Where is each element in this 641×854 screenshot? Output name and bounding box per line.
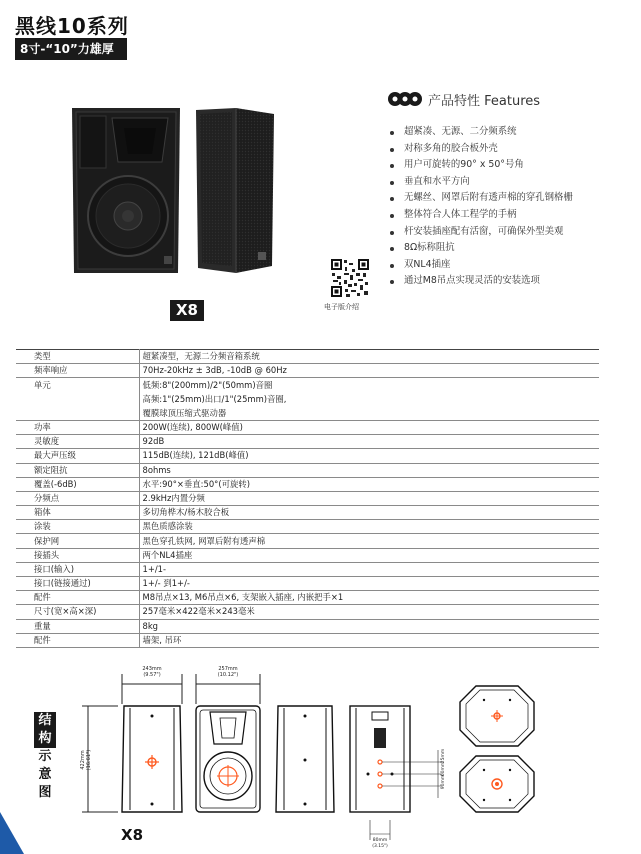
spec-label: 涂装 xyxy=(16,520,139,534)
spec-label xyxy=(16,406,139,420)
spec-label: 箱体 xyxy=(16,506,139,520)
spec-value: 覆膜球顶压缩式驱动器 xyxy=(139,406,599,420)
spec-value: 1+/1- xyxy=(139,562,599,576)
spec-row xyxy=(16,477,599,491)
spec-row xyxy=(16,392,599,406)
spec-label: 重量 xyxy=(16,619,139,633)
series-title: 黑线10系列 xyxy=(15,14,129,38)
dim-depth-inch: (10.12") xyxy=(217,672,239,678)
spec-row xyxy=(16,520,599,534)
spec-row xyxy=(16,548,599,562)
dim-base-label: 80mm xyxy=(372,838,388,843)
spec-row xyxy=(16,534,599,548)
spec-label: 额定阻抗 xyxy=(16,463,139,477)
structure-label xyxy=(34,712,56,802)
spec-row xyxy=(16,406,599,420)
spec-value: 8ohms xyxy=(139,463,599,477)
spec-value: 70Hz-20kHz ± 3dB, -10dB @ 60Hz xyxy=(139,364,599,378)
qr-caption: 电子版介绍 xyxy=(324,303,359,311)
structure-label-char: 意 xyxy=(38,767,52,782)
feature-item: 通过M8吊点实现灵活的安装选项 xyxy=(390,273,573,290)
feature-item: 双NL4插座 xyxy=(390,257,573,274)
spec-row xyxy=(16,577,599,591)
qr-code-icon[interactable] xyxy=(330,258,370,298)
feature-item: 整体符合人体工程学的手柄 xyxy=(390,207,573,224)
spec-label: 功率 xyxy=(16,420,139,434)
spec-row xyxy=(16,378,599,392)
bottom-view xyxy=(460,756,534,812)
feature-item: 超紧凑、无源、二分频系统 xyxy=(390,124,573,141)
dim-height-label: 422mm xyxy=(80,750,86,770)
spec-row xyxy=(16,562,599,576)
feature-item: 8Ω标称阻抗 xyxy=(390,240,573,257)
corner-decoration xyxy=(0,812,24,854)
speaker-front-photo xyxy=(72,108,180,273)
spec-value: 黑色穿孔铁网, 网罩后附有透声棉 xyxy=(139,534,599,548)
spec-value: 200W(连续), 800W(峰值) xyxy=(139,420,599,434)
dim-v1-label: 25mm xyxy=(441,748,446,764)
spec-label: 类型 xyxy=(16,350,139,364)
spec-label: 尺寸(宽×高×深) xyxy=(16,605,139,619)
spec-label: 单元 xyxy=(16,378,139,392)
spec-label: 灵敏度 xyxy=(16,435,139,449)
spec-label: 配件 xyxy=(16,591,139,605)
top-view xyxy=(460,686,534,746)
feature-item: 无螺丝、网罩后附有透声棉的穿孔钢格栅 xyxy=(390,190,573,207)
spec-label: 分频点 xyxy=(16,491,139,505)
spec-value: 2.9kHz内置分频 xyxy=(139,491,599,505)
spec-row xyxy=(16,420,599,434)
spec-value: 水平:90°×垂直:50°(可旋转) xyxy=(139,477,599,491)
spec-row xyxy=(16,350,599,364)
subtitle-badge: 8寸-“10”力雄厚 xyxy=(15,38,127,60)
feature-item: 用户可旋转的90° x 50°号角 xyxy=(390,157,573,174)
spec-value: 黑色质感涂装 xyxy=(139,520,599,534)
spec-row xyxy=(16,463,599,477)
spec-row xyxy=(16,619,599,633)
spec-value: M8吊点×13, M6吊点×6, 支架嵌入插座, 内嵌把手×1 xyxy=(139,591,599,605)
spec-label: 覆盖(-6dB) xyxy=(16,477,139,491)
features-title: 产品特性 Features xyxy=(428,94,541,109)
spec-value: 92dB xyxy=(139,435,599,449)
model-badge: X8 xyxy=(170,300,204,321)
structure-label-char: 示 xyxy=(38,749,52,764)
spec-row xyxy=(16,491,599,505)
front-view xyxy=(196,706,260,812)
spec-row xyxy=(16,633,599,647)
features-list xyxy=(390,124,573,290)
feature-item: 对称多角的胶合板外壳 xyxy=(390,141,573,158)
features-circles-icon xyxy=(388,91,422,107)
spec-value: 超紧凑型，无源二分频音箱系统 xyxy=(139,350,599,364)
spec-value: 257毫米×422毫米×243毫米 xyxy=(139,605,599,619)
spec-label: 接插头 xyxy=(16,548,139,562)
spec-label: 配件 xyxy=(16,633,139,647)
dim-width-label: 243mm xyxy=(142,666,162,672)
dim-base-inch: (3.15") xyxy=(372,844,388,849)
spec-value: 高频:1"(25mm)出口/1"(25mm)音圈, xyxy=(142,393,287,404)
spec-table xyxy=(16,349,599,648)
spec-row xyxy=(16,605,599,619)
spec-row xyxy=(16,449,599,463)
structure-diagram xyxy=(60,660,630,850)
feature-item: 垂直和水平方向 xyxy=(390,174,573,191)
diagram-model-label: X8 xyxy=(121,826,144,844)
spec-value: 8kg xyxy=(139,619,599,633)
spec-label: 接口(输入) xyxy=(16,562,139,576)
dim-v2-label: 60mm xyxy=(441,761,446,777)
spec-row xyxy=(16,364,599,378)
structure-label-char: 结 xyxy=(34,712,56,730)
dim-depth-label: 257mm xyxy=(218,666,238,672)
dim-width-inch: (9.57") xyxy=(143,672,161,678)
dim-v3-label: 90mm xyxy=(441,774,446,790)
spec-value: 115dB(连续), 121dB(峰值) xyxy=(139,449,599,463)
dim-height-inch: (16.61") xyxy=(86,749,92,771)
back-view xyxy=(122,706,182,812)
structure-label-char: 构 xyxy=(34,730,56,748)
spec-row xyxy=(16,591,599,605)
speaker-angled-photo xyxy=(196,108,274,273)
spec-value: 1+/- 到1+/- xyxy=(139,577,599,591)
spec-value: 低频:8"(200mm)/2"(50mm)音圈 xyxy=(142,379,273,390)
spec-row xyxy=(16,435,599,449)
spec-label: 频率响应 xyxy=(16,364,139,378)
spec-label: 最大声压级 xyxy=(16,449,139,463)
feature-item: 杆安装插座配有活窗，可确保外型美观 xyxy=(390,224,573,241)
spec-value: 两个NL4插座 xyxy=(139,548,599,562)
spec-row xyxy=(16,506,599,520)
spec-label xyxy=(16,392,139,406)
spec-value: 墙架, 吊环 xyxy=(139,633,599,647)
rear-view xyxy=(350,706,442,840)
structure-label-char: 图 xyxy=(38,785,52,800)
spec-value: 多切角桦木/杨木胶合板 xyxy=(139,506,599,520)
spec-label: 保护网 xyxy=(16,534,139,548)
spec-label: 接口(链接通过) xyxy=(16,577,139,591)
side-view xyxy=(276,706,334,812)
